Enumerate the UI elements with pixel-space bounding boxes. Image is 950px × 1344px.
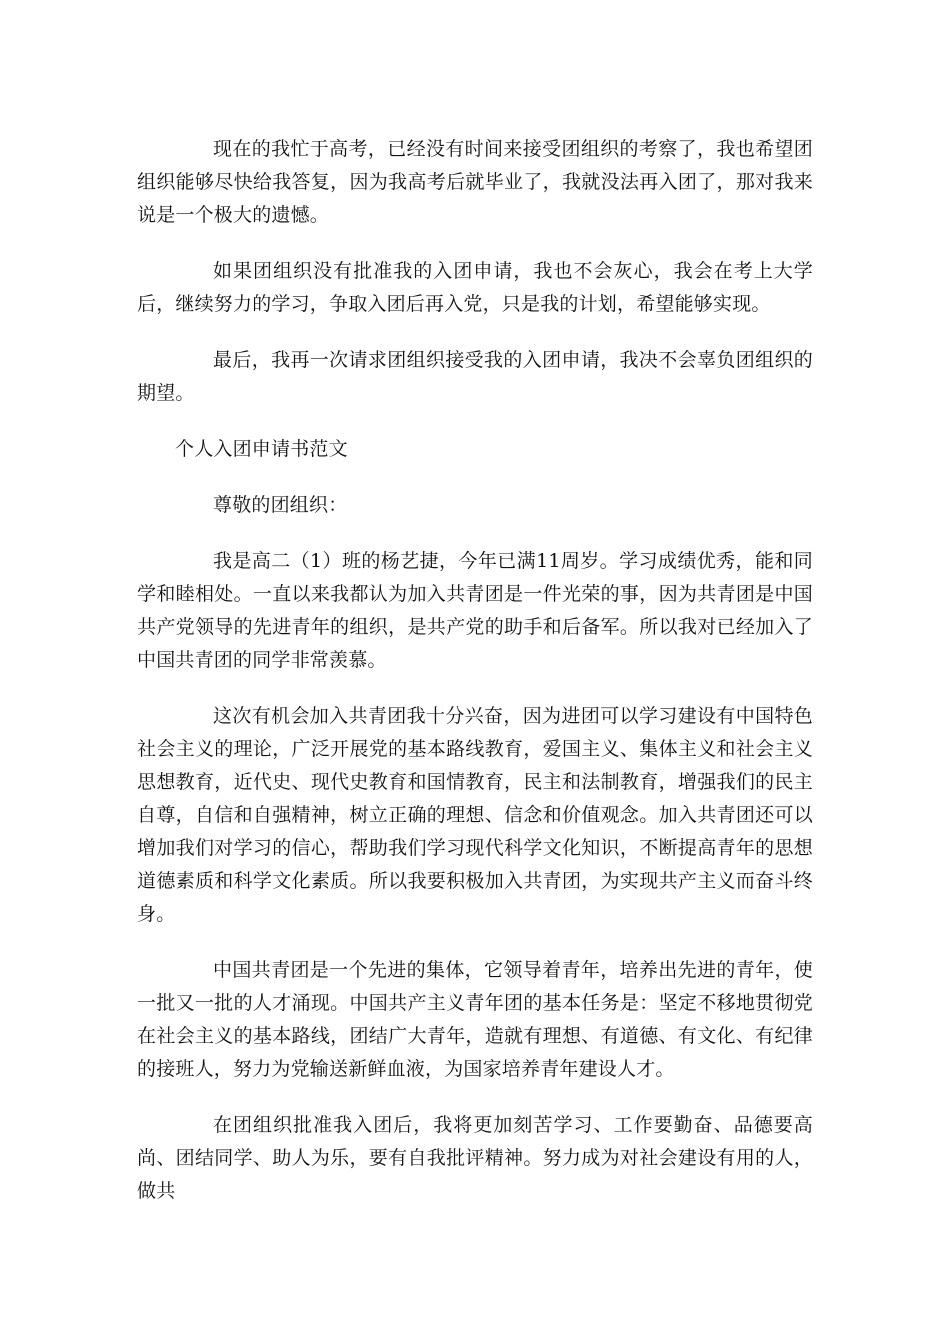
paragraph-motivation: 这次有机会加入共青团我十分兴奋，因为进团可以学习建设有中国特色社会主义的理论，广泛开展党的基本路线教育，爱国主义、集体主义和社会主义思想教育，近代史、现代史教育和国情教育，民主和法制教育，增强我们的民主自尊，自信和自强精神，树立正确的理想、信念和价值观念。加入共青团还可以增加我们对学习的信心，帮助我们学习现代科学文化知识，不断提高青年的思想道德素质和科学文化素质。所以我要积极加入共青团，为实现共产主义而奋斗终身。 bbox=[137, 705, 813, 925]
section-title: 个人入团申请书范文 bbox=[175, 438, 348, 460]
paragraph-self-intro: 我是高二（1）班的杨艺捷，今年已满11周岁。学习成绩优秀，能和同学和睦相处。一直以来我都认为加入共青团是一件光荣的事，因为共青团是中国共产党领导的先进青年的组织，是共产党的助手和后备军。所以我对已经加入了中国共青团的同学非常羡慕。 bbox=[137, 550, 813, 671]
paragraph-league-mission: 中国共青团是一个先进的集体，它领导着青年，培养出先进的青年，使一批又一批的人才涌现。中国共产主义青年团的基本任务是：坚定不移地贯彻党在社会主义的基本路线，团结广大青年，造就有理想、有道德、有文化、有纪律的接班人，努力为党输送新鲜血液，为国家培养青年建设人才。 bbox=[137, 959, 813, 1080]
salutation: 尊敬的团组织： bbox=[213, 494, 348, 516]
paragraph-exam-busy: 现在的我忙于高考，已经没有时间来接受团组织的考察了，我也希望团组织能够尽快给我答复，因为我高考后就毕业了，我就没法再入团了，那对我来说是一个极大的遗憾。 bbox=[137, 138, 813, 226]
paragraph-final-request: 最后，我再一次请求团组织接受我的入团申请，我决不会辜负团组织的期望。 bbox=[137, 349, 813, 404]
paragraph-commitment: 在团组织批准我入团后，我将更加刻苦学习、工作要勤奋、品德要高尚、团结同学、助人为乐，要有自我批评精神。努力成为对社会建设有用的人，做共 bbox=[137, 1114, 813, 1202]
paragraph-not-discouraged: 如果团组织没有批准我的入团申请，我也不会灰心，我会在考上大学后，继续努力的学习，争取入团后再入党，只是我的计划，希望能够实现。 bbox=[137, 260, 813, 315]
document-text bbox=[137, 133, 813, 1231]
